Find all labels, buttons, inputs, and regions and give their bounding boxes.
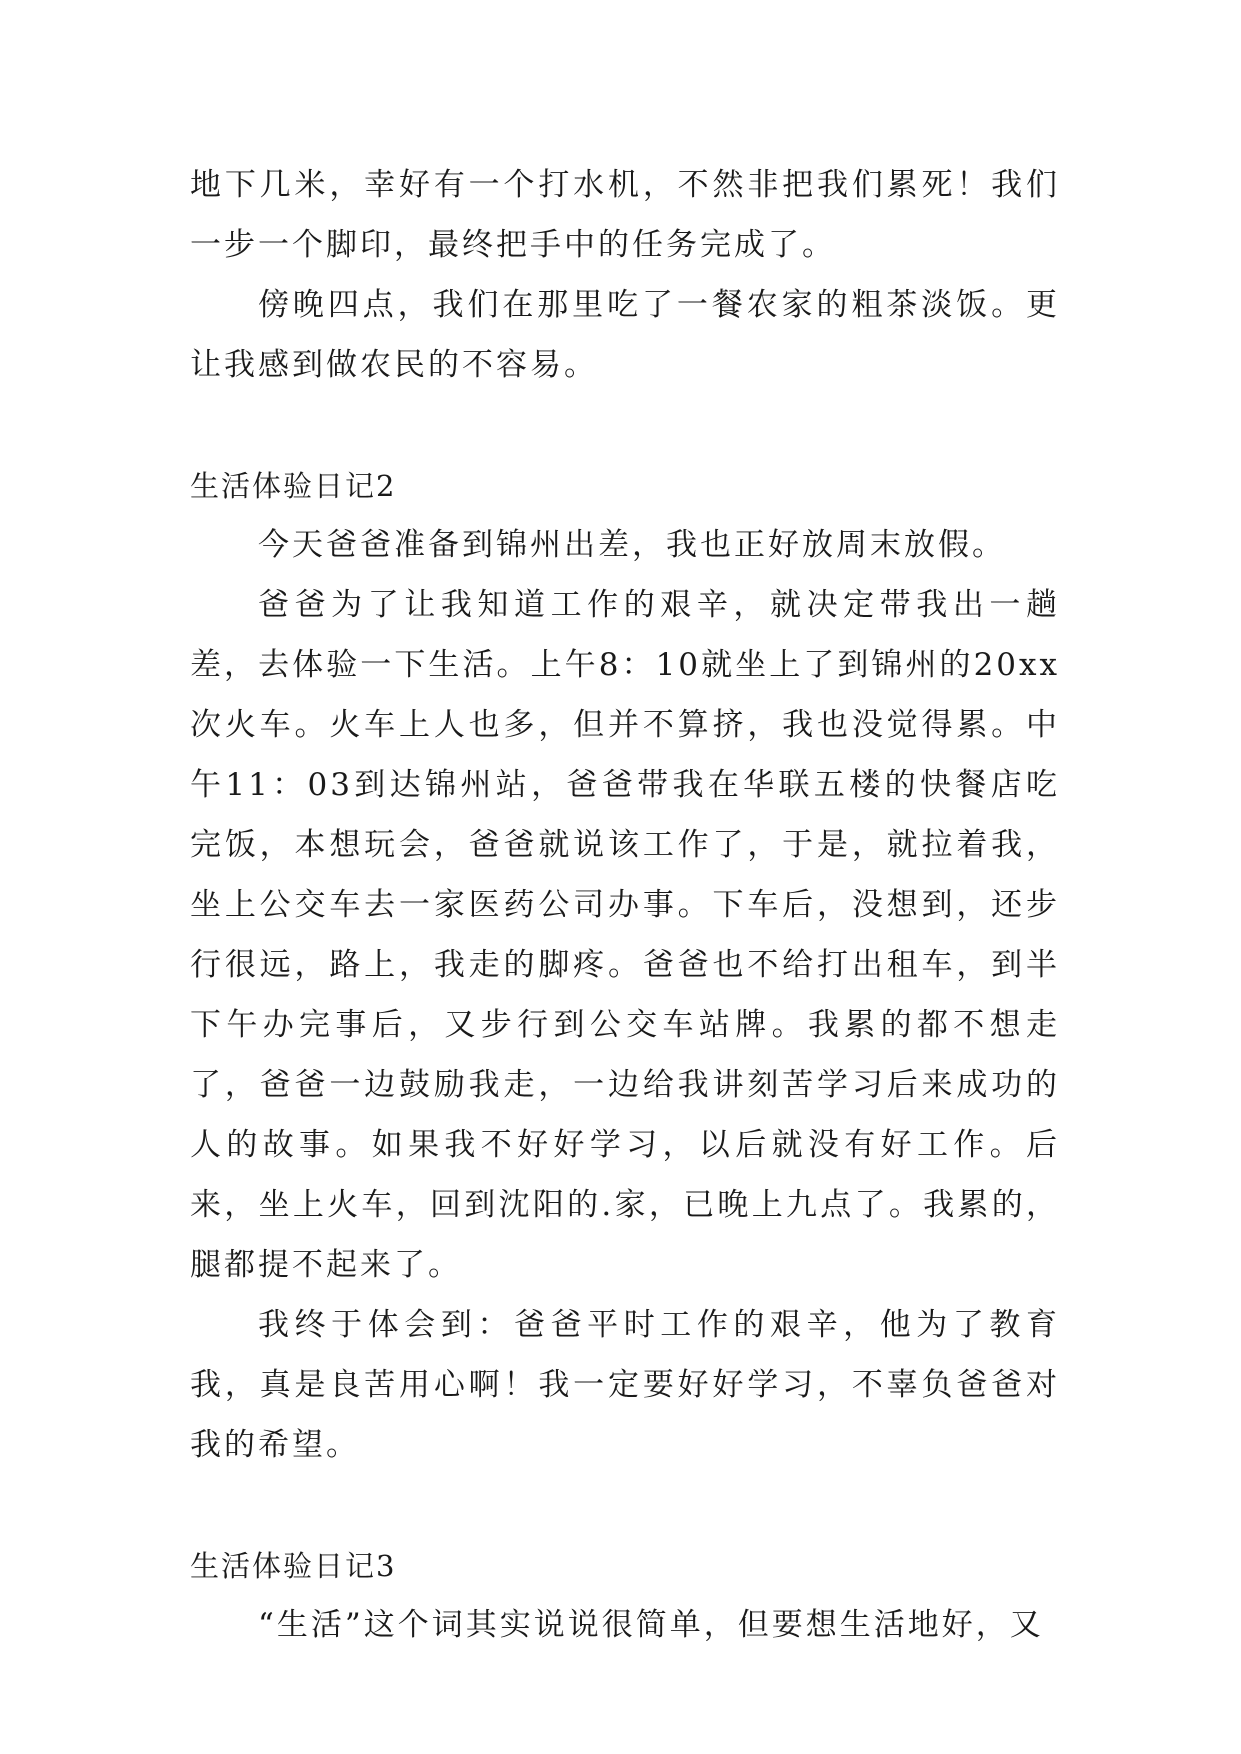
section-title-diary-2: 生活体验日记2 bbox=[190, 469, 397, 503]
section-spacer bbox=[190, 395, 1060, 457]
paragraph-business-trip: 今天爸爸准备到锦州出差，我也正好放周末放假。 bbox=[258, 527, 1006, 563]
paragraph-realization: 我终于体会到：爸爸平时工作的艰辛，他为了教育我，真是良苦用心啊！我一定要好好学习，不辜负爸爸对我的希望。 bbox=[190, 1307, 1060, 1463]
document-body bbox=[190, 155, 1060, 1655]
paragraph-trip-story: 爸爸为了让我知道工作的艰辛，就决定带我出一趟差，去体验一下生活。上午8：10就坐上了到锦州的20xx次火车。火车上人也多，但并不算挤，我也没觉得累。中午11：03到达锦州站，爸爸带我在华联五楼的快餐店吃完饭，本想玩会，爸爸就说该工作了，于是，就拉着我，坐上公交车去一家医药公司办事。下车后，没想到，还步行很远，路上，我走的脚疼。爸爸也不给打出租车，到半下午办完事后，又步行到公交车站牌。我累的都不想走了，爸爸一边鼓励我走，一边给我讲刻苦学习后来成功的人的故事。如果我不好好学习，以后就没有好工作。后来，坐上火车，回到沈阳的.家，已晚上九点了。我累的，腿都提不起来了。 bbox=[190, 587, 1060, 1283]
section-spacer bbox=[190, 1475, 1060, 1537]
section-title-diary-3: 生活体验日记3 bbox=[190, 1549, 397, 1583]
paragraph-life-intro: “生活”这个词其实说说很简单，但要想生活地好，又 bbox=[258, 1607, 1044, 1643]
paragraph-continued: 地下几米，幸好有一个打水机，不然非把我们累死！我们一步一个脚印，最终把手中的任务完成了。 bbox=[190, 167, 1060, 263]
paragraph-dinner: 傍晚四点，我们在那里吃了一餐农家的粗茶淡饭。更让我感到做农民的不容易。 bbox=[190, 287, 1060, 383]
